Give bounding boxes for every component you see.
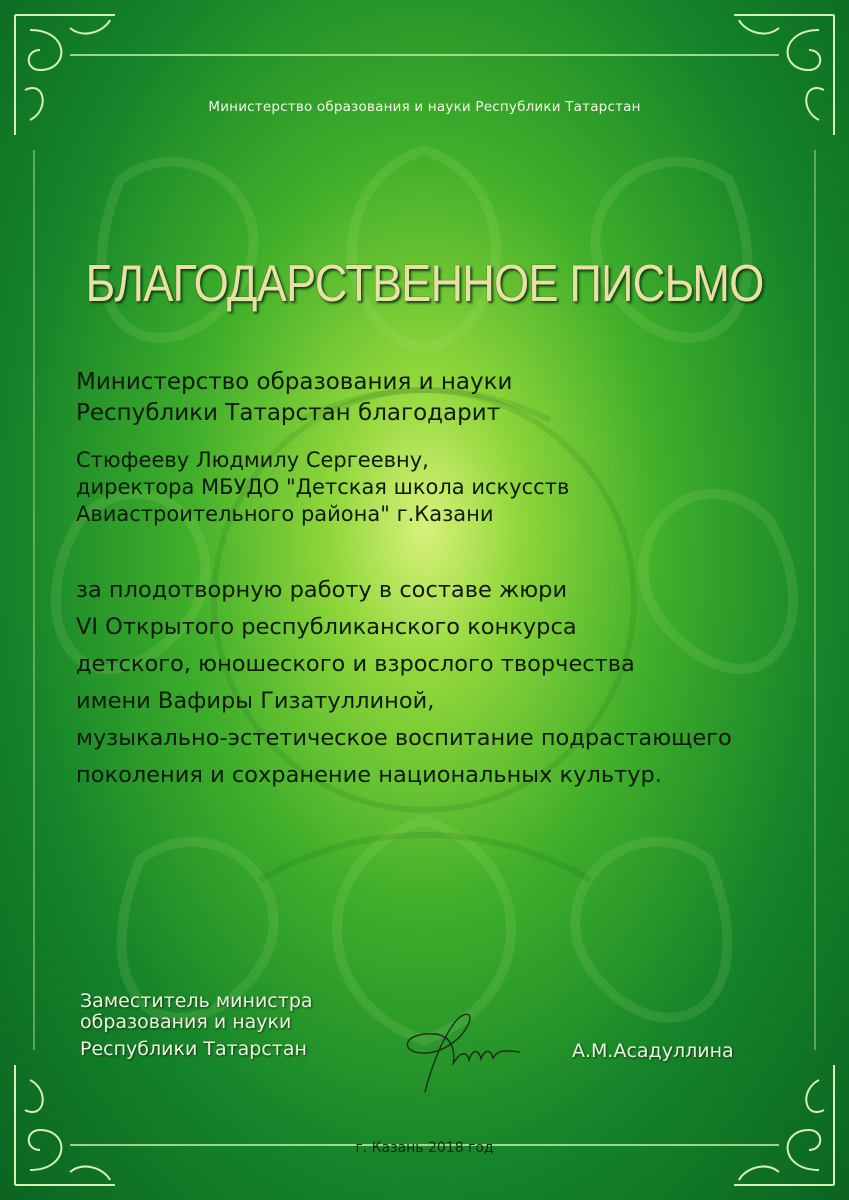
recipient-line: Авиастроительного района" г.Казани [76, 502, 494, 526]
recipient-line: Стюфееву Людмилу Сергеевну, [76, 448, 429, 472]
corner-ornament-bottom-right [729, 1060, 839, 1190]
grantor-block [76, 367, 512, 429]
corner-ornament-top-left [10, 10, 120, 140]
reason-line: поколения и сохранение национальных культур. [76, 762, 662, 788]
signer-position-line: Заместитель министра [80, 990, 313, 1012]
frame-top-line [70, 54, 779, 56]
reason-line: VI Открытого республиканского конкурса [76, 614, 577, 640]
reason-line: имени Вафиры Гизатуллиной, [76, 688, 435, 714]
reason-line: за плодотворную работу в составе жюри [76, 577, 568, 603]
corner-ornament-bottom-left [10, 1060, 120, 1190]
reason-block [76, 572, 732, 794]
grantor-line: Республики Татарстан благодарит [76, 400, 501, 426]
signer-name: А.М.Асадуллина [572, 1040, 734, 1062]
place-date: г. Казань 2018 год [355, 1140, 494, 1156]
document-title: БЛАГОДАРСТВЕННОЕ ПИСЬМО [85, 255, 764, 313]
signer-position [80, 991, 313, 1060]
reason-line: детского, юношеского и взрослого творчества [76, 651, 635, 677]
ministry-header: Министерство образования и науки Республики Татарстан [208, 99, 641, 115]
signer-position-line: образования и науки [80, 1011, 292, 1033]
handwritten-signature [395, 1002, 525, 1097]
reason-line: музыкально-эстетическое воспитание подрастающего [76, 725, 732, 751]
recipient-block [76, 447, 569, 528]
grantor-line: Министерство образования и науки [76, 369, 513, 395]
recipient-line: директора МБУДО "Детская школа искусств [76, 475, 570, 499]
signer-position-line: Республики Татарстан [80, 1038, 307, 1060]
frame-left-line [33, 150, 35, 1050]
frame-right-line [814, 150, 816, 1050]
corner-ornament-top-right [729, 10, 839, 140]
